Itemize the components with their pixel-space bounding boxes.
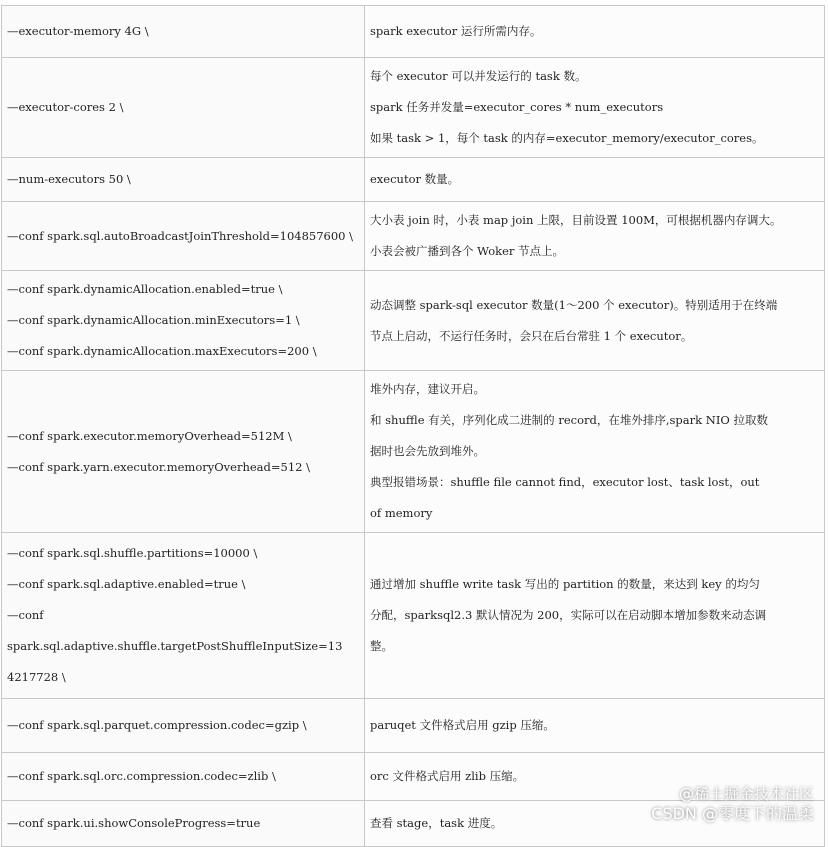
description-cell-line: 节点上启动，不运行任务时，会只在后台常驻 1 个 executor。	[370, 328, 693, 343]
table-row	[2, 371, 825, 533]
description-cell-line: spark executor 运行所需内存。	[370, 24, 542, 38]
watermark-csdn: CSDN @零度下的温柔	[651, 804, 814, 823]
description-cell	[365, 371, 825, 533]
table-row	[2, 58, 825, 158]
description-cell-line: 和 shuffle 有关，序列化成二进制的 record，在堆外排序,spark NIO 拉取数	[370, 413, 768, 427]
description-cell-line: of memory	[370, 506, 433, 520]
param-cell-line: —num-executors 50 \	[7, 172, 131, 186]
param-cell-line: —conf	[7, 608, 44, 622]
param-cell-line: —conf spark.dynamicAllocation.maxExecutors=200 \	[7, 344, 317, 358]
description-cell-line: spark 任务并发量=executor_cores * num_executors	[370, 100, 664, 114]
param-cell	[2, 699, 365, 753]
description-cell-line: 每个 executor 可以并发运行的 task 数。	[370, 69, 587, 83]
description-cell-line: paruqet 文件格式启用 gzip 压缩。	[370, 718, 555, 732]
watermark	[651, 785, 814, 823]
description-cell-line: 通过增加 shuffle write task 写出的 partition 的数量，来达到 key 的均匀	[370, 577, 760, 591]
param-cell	[2, 58, 365, 158]
spark-params-table	[1, 5, 825, 847]
description-cell-line: 典型报错场景：shuffle file cannot find，executor lost、task lost，out	[370, 475, 760, 489]
param-cell-line: —conf spark.executor.memoryOverhead=512M \	[7, 428, 292, 443]
param-cell-line: —conf spark.sql.orc.compression.codec=zlib \	[7, 769, 276, 783]
description-cell	[365, 6, 825, 58]
table-row	[2, 533, 825, 699]
param-cell	[2, 202, 365, 271]
table-row	[2, 6, 825, 58]
description-cell-line: 动态调整 spark-sql executor 数量(1～200 个 executor)。特别适用于在终端	[370, 297, 778, 312]
param-cell-line: —executor-memory 4G \	[7, 24, 149, 38]
param-cell	[2, 6, 365, 58]
description-cell	[365, 699, 825, 753]
description-cell-line: 据时也会先放到堆外。	[370, 444, 485, 458]
param-cell-line: spark.sql.adaptive.shuffle.targetPostShuffleInputSize=13	[7, 639, 343, 653]
param-cell-line: —conf spark.yarn.executor.memoryOverhead=512 \	[7, 459, 311, 474]
description-cell-line: executor 数量。	[370, 172, 460, 186]
param-cell-line: —conf spark.sql.autoBroadcastJoinThreshold=104857600 \	[7, 228, 354, 243]
description-cell-line: 大小表 join 时，小表 map join 上限，目前设置 100M，可根据机器内存调大。	[370, 213, 782, 227]
description-cell	[365, 533, 825, 699]
description-cell-line: 整。	[370, 639, 393, 653]
description-cell-line: 查看 stage，task 进度。	[370, 816, 503, 830]
param-cell-line: —executor-cores 2 \	[7, 100, 124, 114]
table-row	[2, 158, 825, 202]
table-row	[2, 202, 825, 271]
param-cell	[2, 371, 365, 533]
description-cell-line: orc 文件格式启用 zlib 压缩。	[370, 769, 525, 783]
param-cell	[2, 158, 365, 202]
param-cell-line: —conf spark.sql.parquet.compression.codec=gzip \	[7, 718, 307, 732]
param-cell	[2, 801, 365, 847]
table-row	[2, 699, 825, 753]
param-cell-line: 4217728 \	[7, 670, 66, 684]
watermark-juejin: @稀土掘金技术社区	[678, 785, 814, 803]
param-cell-line: —conf spark.ui.showConsoleProgress=true	[7, 816, 261, 830]
description-cell-line: 如果 task > 1，每个 task 的内存=executor_memory/executor_cores。	[370, 131, 764, 145]
param-cell-line: —conf spark.sql.adaptive.enabled=true \	[7, 577, 246, 591]
param-cell	[2, 753, 365, 801]
param-cell-line: —conf spark.dynamicAllocation.enabled=true \	[7, 282, 283, 296]
description-cell-line: 分配，sparksql2.3 默认情况为 200，实际可以在启动脚本增加参数来动态调	[370, 608, 767, 622]
description-cell	[365, 202, 825, 271]
table-row	[2, 271, 825, 371]
description-cell	[365, 158, 825, 202]
param-cell-line: —conf spark.sql.shuffle.partitions=10000 \	[7, 546, 258, 560]
param-cell	[2, 271, 365, 371]
table-body	[2, 6, 825, 847]
param-cell-line: —conf spark.dynamicAllocation.minExecutors=1 \	[7, 313, 300, 327]
description-cell	[365, 58, 825, 158]
param-cell	[2, 533, 365, 699]
description-cell-line: 堆外内存，建议开启。	[370, 382, 485, 396]
description-cell	[365, 271, 825, 371]
description-cell-line: 小表会被广播到各个 Woker 节点上。	[370, 244, 565, 258]
